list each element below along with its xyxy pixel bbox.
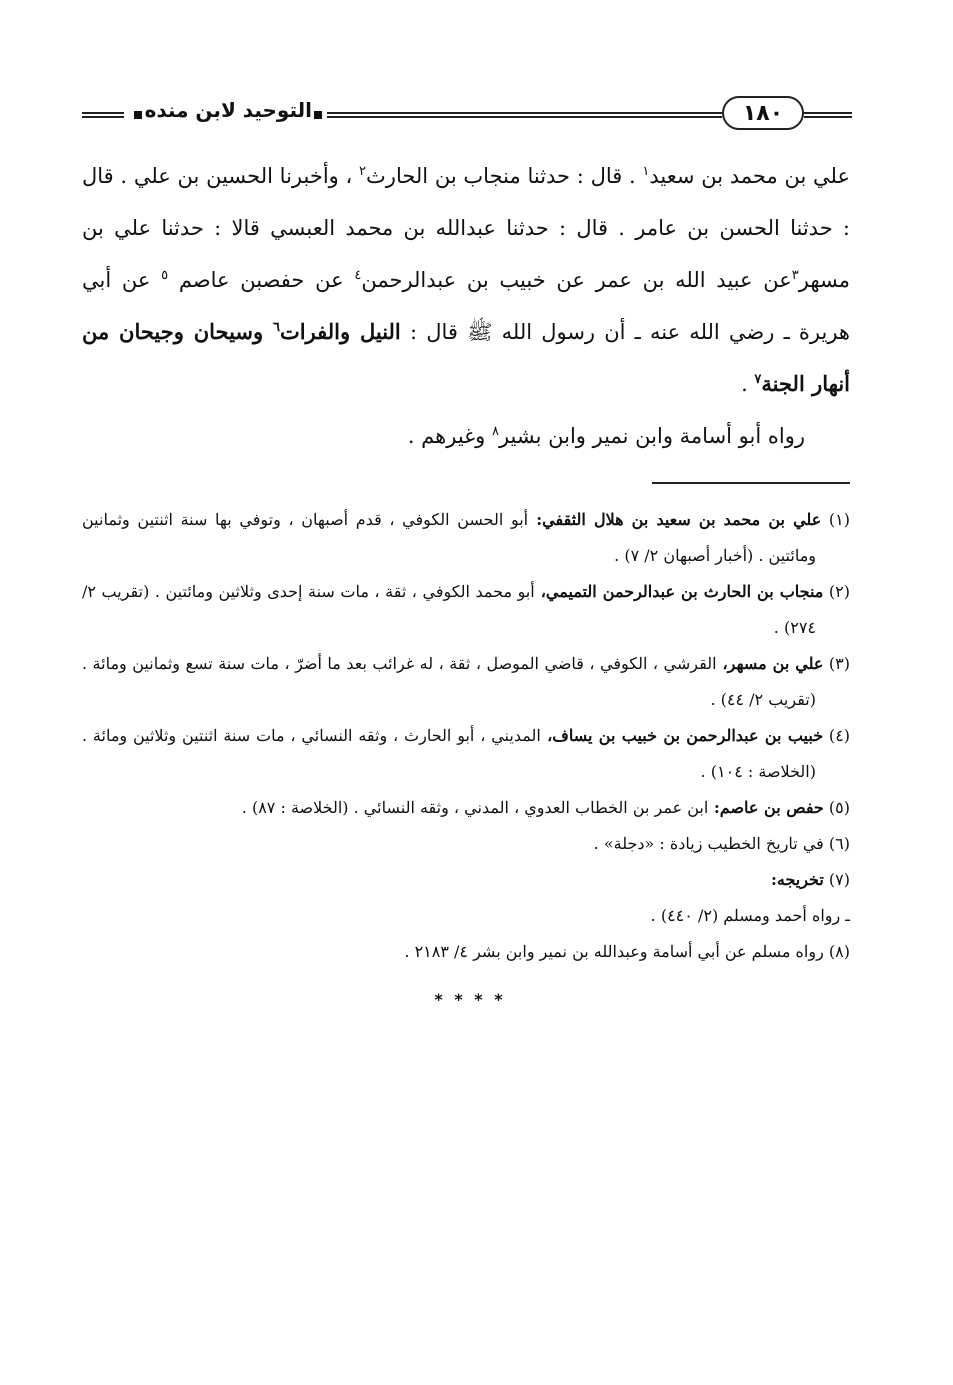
footnote-name: حفص بن عاصم: — [708, 798, 824, 817]
footnote-2 — [82, 574, 850, 646]
footnote-number: (٥) — [823, 798, 850, 817]
main-text — [82, 150, 850, 410]
footnote-number: (٣) — [823, 654, 851, 673]
footnote-number: (١) — [821, 510, 851, 529]
footnote-number: (٧) — [823, 870, 850, 889]
footnote-8: (٨) رواه مسلم عن أبي أسامة وعبدالله بن نمير وابن بشر ٤/ ٢١٨٣ . — [404, 942, 850, 961]
footnote-ref: ٨ — [491, 424, 499, 439]
footnote-text: أبو الحسن الكوفي ، قدم أصبهان ، وتوفي بها سنة اثنتين وثمانين ومائتين . (أخبار أصبهان ٢/ ٧) . — [82, 510, 816, 565]
header-rule-left — [82, 112, 124, 118]
footnote-ref: ٧ — [754, 372, 762, 387]
text-span: عن عبيد الله بن عمر عن خبيب بن عبدالرحمن — [361, 268, 792, 292]
footnote-7 — [82, 862, 850, 898]
text-span: . قال : حدثنا منجاب بن الحارث — [366, 164, 643, 188]
footnote-7-detail: ـ رواه أحمد ومسلم (٢/ ٤٤٠) . — [650, 906, 850, 925]
text-span: . — [741, 372, 755, 396]
footnote-3 — [82, 646, 850, 718]
footnote-name: منجاب بن الحارث بن عبدالرحمن التميمي، — [534, 582, 824, 601]
text-span: ، وأخبرنا الحسين بن علي . قال : حدثنا الحسن بن عامر . قال : حدثنا عبدالله بن محمد العبسي قالا : حدثنا علي بن مسهر — [82, 164, 850, 292]
page-header — [82, 92, 852, 138]
header-square-ornament — [134, 111, 142, 119]
footnote-1 — [82, 502, 850, 574]
narration-line — [200, 410, 805, 462]
footnote-ref: ٣ — [791, 268, 799, 283]
footnote-6: (٦) في تاريخ الخطيب زيادة : «دجلة» . — [593, 834, 850, 853]
hadith-paragraph — [82, 150, 850, 410]
header-square-ornament — [314, 111, 322, 119]
footnote-ref: ١ — [642, 164, 650, 179]
footnote-ref: ٢ — [359, 164, 367, 179]
text-span: علي بن محمد بن سعيد — [649, 164, 851, 188]
header-rule-middle — [327, 112, 722, 118]
footnote-5 — [82, 790, 850, 826]
page-number: ١٨٠ — [722, 96, 804, 130]
footnote-name: تخريجه: — [770, 870, 824, 889]
footnote-ref: ٥ — [161, 268, 169, 283]
footnote-4 — [82, 718, 850, 790]
hadith-bold-text: وسيحان وجيحان من أنهار الجنة — [82, 319, 850, 396]
footnote-number: (٤) — [823, 726, 851, 745]
footnote-name: خبيب بن عبدالرحمن بن خبيب بن يساف، — [540, 726, 824, 745]
footnote-divider — [652, 482, 850, 484]
footnote-number: (٢) — [823, 582, 851, 601]
text-span: رواه أبو أسامة وابن نمير وابن بشير — [498, 424, 805, 448]
footnote-name: علي بن محمد بن سعيد بن هلال الثقفي: — [528, 510, 822, 529]
footnote-ref: ٦ — [272, 320, 280, 335]
footnote-text: القرشي ، الكوفي ، قاضي الموصل ، ثقة ، له غرائب بعد ما أضرّ ، مات سنة تسع وثمانين ومائة . (تقريب ٢/ ٤٤) . — [82, 654, 816, 709]
footnote-text: المديني ، أبو الحارث ، وثقه النسائي ، مات سنة اثنتين وثلاثين ومائة . (الخلاصة : ١٠٤) . — [82, 726, 816, 781]
hadith-bold-text: النيل والفرات — [279, 319, 401, 344]
text-span: عن أبي هريرة ـ رضي الله عنه ـ أن رسول الله ﷺ قال : — [82, 268, 851, 344]
book-title: التوحيد لابن منده — [144, 98, 312, 122]
footnote-text: أبو محمد الكوفي ، ثقة ، مات سنة إحدى وثلاثين ومائتين . (تقريب ٢/ ٢٧٤) . — [82, 582, 816, 637]
footnotes — [82, 502, 850, 970]
text-span: عن حفصبن عاصم — [168, 268, 355, 292]
footnote-ref: ٤ — [354, 268, 362, 283]
section-end-stars: * * * * — [434, 990, 506, 1009]
footnote-name: علي بن مسهر، — [716, 654, 824, 673]
text-span: وغيرهم . — [407, 424, 492, 448]
header-rule-right — [804, 112, 852, 118]
footnote-text: ابن عمر بن الخطاب العدوي ، المدني ، وثقه النسائي . (الخلاصة : ٨٧) . — [241, 798, 709, 817]
